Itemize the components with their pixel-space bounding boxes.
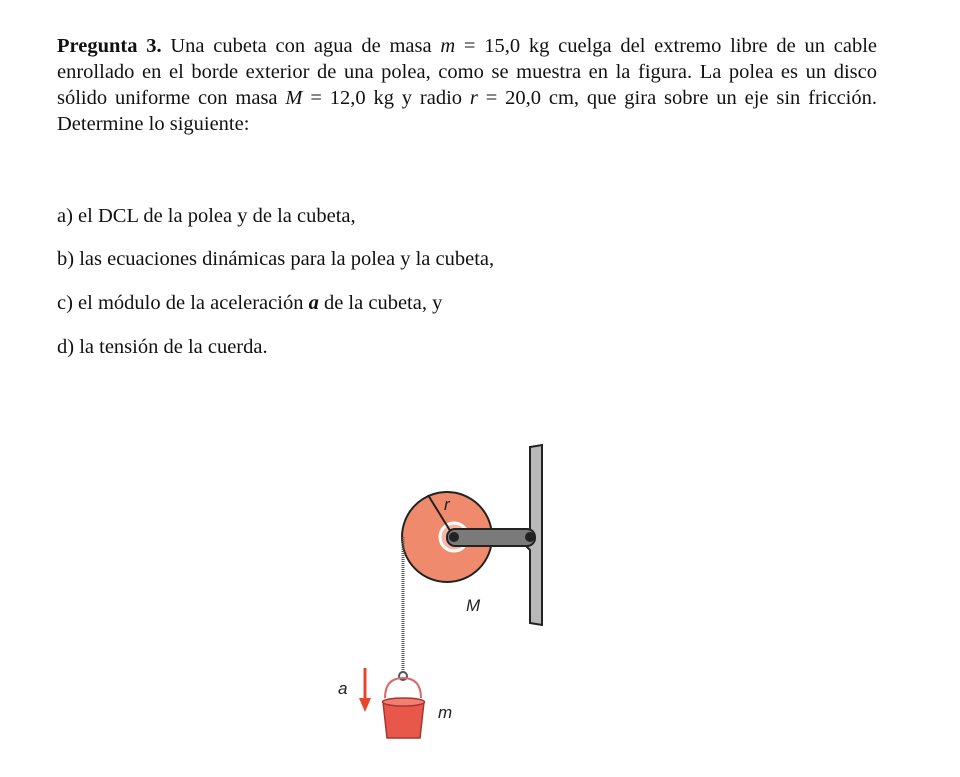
label-m: m [438,703,453,722]
label-a: a [338,679,348,698]
item-c [57,290,442,316]
symbol-r: r [469,87,478,109]
bucket-rim [383,698,425,706]
label-r: r [444,495,450,514]
symbol-a: a [308,292,319,314]
item-d: d) la tensión de la cuerda. [57,336,268,358]
item-a: a) el DCL de la polea y de la cubeta, [57,205,356,227]
problem-statement [57,33,877,137]
pulley-figure [330,440,560,760]
item-c-text: de la cubeta, y [318,292,443,314]
wall-pin [525,532,535,542]
item-c-text: c) el módulo de la aceleración [57,292,309,314]
statement-text: = 15,0 kg cuelga del extremo libre de un cable enrollado en el borde exterior de una polea, como se muestra en la figura. La polea es un disco sólido uniforme con masa [57,35,878,109]
question-label: Pregunta 3. [57,35,162,57]
bucket [383,702,424,738]
statement-text: = 20,0 cm, que gira sobre un eje sin fricción. Determine lo siguiente: [57,87,878,135]
statement-text: Una cubeta con agua de masa [161,35,441,57]
symbol-m: m [440,35,456,57]
axle-pin [449,532,459,542]
item-b: b) las ecuaciones dinámicas para la polea y la cubeta, [57,248,495,270]
symbol-M: M [285,87,303,109]
label-M: M [466,596,481,615]
axle-arm [447,529,535,546]
acceleration-arrow-head [359,698,371,712]
statement-text: = 12,0 kg y radio [302,87,470,109]
